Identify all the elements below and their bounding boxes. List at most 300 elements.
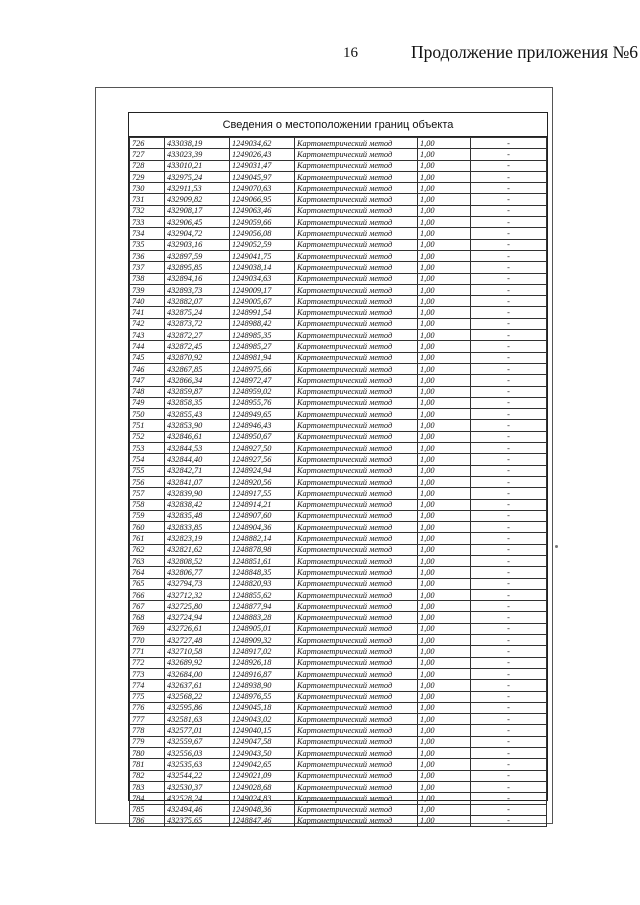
note-cell: - [471, 228, 547, 239]
method-cell: Картометрический метод [295, 363, 418, 374]
note-cell: - [471, 770, 547, 781]
note-cell: - [471, 330, 547, 341]
point-number-cell: 785 [130, 804, 165, 815]
table-row [130, 307, 547, 318]
method-cell: Картометрический метод [295, 284, 418, 295]
coord-x-cell: 432375,65 [165, 815, 230, 826]
accuracy-cell: 1,00 [418, 759, 471, 770]
note-cell: - [471, 691, 547, 702]
coord-y-cell: 1248907,60 [230, 510, 295, 521]
table-row [130, 748, 547, 759]
coord-x-cell: 433010,21 [165, 160, 230, 171]
coord-x-cell: 432897,59 [165, 250, 230, 261]
accuracy-cell: 1,00 [418, 533, 471, 544]
note-cell: - [471, 533, 547, 544]
coord-y-cell: 1249034,63 [230, 273, 295, 284]
table-row [130, 296, 547, 307]
point-number-cell: 752 [130, 431, 165, 442]
coord-x-cell: 432838,42 [165, 499, 230, 510]
table-row [130, 804, 547, 815]
coord-y-cell: 1249059,66 [230, 217, 295, 228]
table-row [130, 454, 547, 465]
accuracy-cell: 1,00 [418, 488, 471, 499]
method-cell: Картометрический метод [295, 296, 418, 307]
note-cell: - [471, 409, 547, 420]
method-cell: Картометрический метод [295, 250, 418, 261]
table-row [130, 149, 547, 160]
note-cell: - [471, 544, 547, 555]
coord-y-cell: 1249042,65 [230, 759, 295, 770]
table-row [130, 567, 547, 578]
point-number-cell: 777 [130, 714, 165, 725]
boundary-sheet [128, 112, 548, 826]
table-row [130, 239, 547, 250]
table-row [130, 544, 547, 555]
coord-x-cell: 432559,67 [165, 736, 230, 747]
table-row [130, 714, 547, 725]
point-number-cell: 738 [130, 273, 165, 284]
accuracy-cell: 1,00 [418, 770, 471, 781]
coord-y-cell: 1248848,35 [230, 567, 295, 578]
method-cell: Картометрический метод [295, 714, 418, 725]
point-number-cell: 776 [130, 702, 165, 713]
sheet-title: Сведения о местоположении границ объекта [129, 113, 547, 137]
coord-y-cell: 1248985,35 [230, 330, 295, 341]
table-row [130, 781, 547, 792]
point-number-cell: 747 [130, 375, 165, 386]
method-cell: Картометрический метод [295, 623, 418, 634]
point-number-cell: 781 [130, 759, 165, 770]
note-cell: - [471, 646, 547, 657]
method-cell: Картометрический метод [295, 781, 418, 792]
table-row [130, 759, 547, 770]
accuracy-cell: 1,00 [418, 250, 471, 261]
coord-y-cell: 1248991,54 [230, 307, 295, 318]
accuracy-cell: 1,00 [418, 160, 471, 171]
coord-x-cell: 432904,72 [165, 228, 230, 239]
note-cell: - [471, 138, 547, 149]
accuracy-cell: 1,00 [418, 522, 471, 533]
coord-y-cell: 1249028,68 [230, 781, 295, 792]
note-cell: - [471, 284, 547, 295]
point-number-cell: 727 [130, 149, 165, 160]
point-number-cell: 755 [130, 465, 165, 476]
point-number-cell: 763 [130, 555, 165, 566]
method-cell: Картометрический метод [295, 138, 418, 149]
coord-x-cell: 432867,85 [165, 363, 230, 374]
table-row [130, 138, 547, 149]
coord-y-cell: 1249045,97 [230, 171, 295, 182]
coord-x-cell: 432684,00 [165, 668, 230, 679]
coord-x-cell: 432893,73 [165, 284, 230, 295]
coord-x-cell: 432535,63 [165, 759, 230, 770]
table-row [130, 657, 547, 668]
method-cell: Картометрический метод [295, 736, 418, 747]
note-cell: - [471, 680, 547, 691]
method-cell: Картометрический метод [295, 183, 418, 194]
note-cell: - [471, 386, 547, 397]
coord-y-cell: 1249043,50 [230, 748, 295, 759]
method-cell: Картометрический метод [295, 499, 418, 510]
point-number-cell: 731 [130, 194, 165, 205]
table-row [130, 386, 547, 397]
table-row [130, 736, 547, 747]
table-row [130, 646, 547, 657]
coord-y-cell: 1248905,01 [230, 623, 295, 634]
point-number-cell: 779 [130, 736, 165, 747]
method-cell: Картометрический метод [295, 646, 418, 657]
table-row [130, 284, 547, 295]
accuracy-cell: 1,00 [418, 239, 471, 250]
accuracy-cell: 1,00 [418, 680, 471, 691]
note-cell: - [471, 804, 547, 815]
method-cell: Картометрический метод [295, 725, 418, 736]
accuracy-cell: 1,00 [418, 397, 471, 408]
point-number-cell: 766 [130, 589, 165, 600]
coord-x-cell: 432844,53 [165, 443, 230, 454]
coord-y-cell: 1249026,43 [230, 149, 295, 160]
table-row [130, 443, 547, 454]
note-cell: - [471, 781, 547, 792]
method-cell: Картометрический метод [295, 171, 418, 182]
coord-y-cell: 1248909,32 [230, 635, 295, 646]
coord-y-cell: 1248927,56 [230, 454, 295, 465]
accuracy-cell: 1,00 [418, 691, 471, 702]
accuracy-cell: 1,00 [418, 217, 471, 228]
table-row [130, 465, 547, 476]
note-cell: - [471, 296, 547, 307]
method-cell: Картометрический метод [295, 476, 418, 487]
table-row [130, 330, 547, 341]
coord-x-cell: 432903,16 [165, 239, 230, 250]
method-cell: Картометрический метод [295, 815, 418, 826]
coord-x-cell: 432595,86 [165, 702, 230, 713]
coord-y-cell: 1248955,76 [230, 397, 295, 408]
table-row [130, 217, 547, 228]
point-number-cell: 771 [130, 646, 165, 657]
accuracy-cell: 1,00 [418, 443, 471, 454]
accuracy-cell: 1,00 [418, 555, 471, 566]
method-cell: Картометрический метод [295, 330, 418, 341]
note-cell: - [471, 612, 547, 623]
note-cell: - [471, 420, 547, 431]
note-cell: - [471, 748, 547, 759]
coord-y-cell: 1248851,61 [230, 555, 295, 566]
coord-y-cell: 1248878,98 [230, 544, 295, 555]
point-number-cell: 784 [130, 793, 165, 804]
point-number-cell: 786 [130, 815, 165, 826]
coord-x-cell: 432494,46 [165, 804, 230, 815]
scan-dot [555, 545, 558, 548]
accuracy-cell: 1,00 [418, 612, 471, 623]
note-cell: - [471, 443, 547, 454]
note-cell: - [471, 217, 547, 228]
method-cell: Картометрический метод [295, 770, 418, 781]
note-cell: - [471, 273, 547, 284]
coord-y-cell: 1248916,87 [230, 668, 295, 679]
coord-x-cell: 432821,62 [165, 544, 230, 555]
method-cell: Картометрический метод [295, 488, 418, 499]
coord-x-cell: 432726,61 [165, 623, 230, 634]
coord-x-cell: 432833,85 [165, 522, 230, 533]
point-number-cell: 748 [130, 386, 165, 397]
coord-x-cell: 432882,07 [165, 296, 230, 307]
point-number-cell: 757 [130, 488, 165, 499]
table-row [130, 499, 547, 510]
coord-x-cell: 432528,24 [165, 793, 230, 804]
accuracy-cell: 1,00 [418, 183, 471, 194]
coord-x-cell: 432911,53 [165, 183, 230, 194]
point-number-cell: 758 [130, 499, 165, 510]
coord-y-cell: 1249043,02 [230, 714, 295, 725]
coord-x-cell: 432870,92 [165, 352, 230, 363]
accuracy-cell: 1,00 [418, 781, 471, 792]
coord-x-cell: 432866,34 [165, 375, 230, 386]
coord-x-cell: 432637,61 [165, 680, 230, 691]
coordinates-table-body [130, 138, 547, 827]
table-row [130, 194, 547, 205]
method-cell: Картометрический метод [295, 375, 418, 386]
coordinates-table [129, 137, 547, 827]
point-number-cell: 736 [130, 250, 165, 261]
table-row [130, 228, 547, 239]
table-row [130, 476, 547, 487]
method-cell: Картометрический метод [295, 510, 418, 521]
coord-y-cell: 1249021,09 [230, 770, 295, 781]
method-cell: Картометрический метод [295, 533, 418, 544]
point-number-cell: 764 [130, 567, 165, 578]
table-row [130, 612, 547, 623]
accuracy-cell: 1,00 [418, 330, 471, 341]
accuracy-cell: 1,00 [418, 567, 471, 578]
accuracy-cell: 1,00 [418, 702, 471, 713]
method-cell: Картометрический метод [295, 307, 418, 318]
coord-y-cell: 1249066,95 [230, 194, 295, 205]
coord-x-cell: 432581,63 [165, 714, 230, 725]
point-number-cell: 765 [130, 578, 165, 589]
method-cell: Картометрический метод [295, 228, 418, 239]
table-row [130, 205, 547, 216]
coord-y-cell: 1249056,08 [230, 228, 295, 239]
table-row [130, 522, 547, 533]
coord-x-cell: 432710,58 [165, 646, 230, 657]
coord-x-cell: 432530,37 [165, 781, 230, 792]
method-cell: Картометрический метод [295, 397, 418, 408]
coord-x-cell: 432873,72 [165, 318, 230, 329]
accuracy-cell: 1,00 [418, 589, 471, 600]
coord-x-cell: 432577,01 [165, 725, 230, 736]
method-cell: Картометрический метод [295, 262, 418, 273]
coord-x-cell: 432908,17 [165, 205, 230, 216]
accuracy-cell: 1,00 [418, 138, 471, 149]
accuracy-cell: 1,00 [418, 363, 471, 374]
coord-y-cell: 1248946,43 [230, 420, 295, 431]
coord-y-cell: 1248917,55 [230, 488, 295, 499]
note-cell: - [471, 194, 547, 205]
coord-y-cell: 1248976,55 [230, 691, 295, 702]
coord-x-cell: 432568,22 [165, 691, 230, 702]
table-row [130, 183, 547, 194]
table-row [130, 318, 547, 329]
point-number-cell: 740 [130, 296, 165, 307]
coord-x-cell: 432906,45 [165, 217, 230, 228]
note-cell: - [471, 601, 547, 612]
point-number-cell: 746 [130, 363, 165, 374]
method-cell: Картометрический метод [295, 409, 418, 420]
note-cell: - [471, 567, 547, 578]
method-cell: Картометрический метод [295, 578, 418, 589]
point-number-cell: 743 [130, 330, 165, 341]
coord-x-cell: 432808,52 [165, 555, 230, 566]
note-cell: - [471, 623, 547, 634]
note-cell: - [471, 318, 547, 329]
accuracy-cell: 1,00 [418, 804, 471, 815]
method-cell: Картометрический метод [295, 657, 418, 668]
point-number-cell: 745 [130, 352, 165, 363]
note-cell: - [471, 171, 547, 182]
coord-y-cell: 1248855,62 [230, 589, 295, 600]
table-row [130, 431, 547, 442]
accuracy-cell: 1,00 [418, 623, 471, 634]
point-number-cell: 741 [130, 307, 165, 318]
point-number-cell: 750 [130, 409, 165, 420]
table-row [130, 635, 547, 646]
note-cell: - [471, 183, 547, 194]
table-row [130, 601, 547, 612]
coord-y-cell: 1248877,94 [230, 601, 295, 612]
note-cell: - [471, 397, 547, 408]
accuracy-cell: 1,00 [418, 318, 471, 329]
point-number-cell: 737 [130, 262, 165, 273]
point-number-cell: 749 [130, 397, 165, 408]
note-cell: - [471, 205, 547, 216]
note-cell: - [471, 375, 547, 386]
coord-x-cell: 432712,32 [165, 589, 230, 600]
point-number-cell: 735 [130, 239, 165, 250]
coord-y-cell: 1249038,14 [230, 262, 295, 273]
note-cell: - [471, 262, 547, 273]
note-cell: - [471, 341, 547, 352]
note-cell: - [471, 589, 547, 600]
accuracy-cell: 1,00 [418, 815, 471, 826]
appendix-title: Продолжение приложения №6 [411, 42, 639, 62]
accuracy-cell: 1,00 [418, 725, 471, 736]
point-number-cell: 782 [130, 770, 165, 781]
coord-y-cell: 1249063,46 [230, 205, 295, 216]
coord-y-cell: 1249048,36 [230, 804, 295, 815]
method-cell: Картометрический метод [295, 612, 418, 623]
coord-x-cell: 432724,94 [165, 612, 230, 623]
coord-y-cell: 1249052,59 [230, 239, 295, 250]
method-cell: Картометрический метод [295, 149, 418, 160]
table-row [130, 578, 547, 589]
table-row [130, 488, 547, 499]
point-number-cell: 751 [130, 420, 165, 431]
table-row [130, 555, 547, 566]
table-row [130, 341, 547, 352]
point-number-cell: 733 [130, 217, 165, 228]
table-row [130, 262, 547, 273]
coord-x-cell: 432975,24 [165, 171, 230, 182]
note-cell: - [471, 725, 547, 736]
coord-y-cell: 1249047,58 [230, 736, 295, 747]
note-cell: - [471, 250, 547, 261]
accuracy-cell: 1,00 [418, 352, 471, 363]
coord-x-cell: 433038,19 [165, 138, 230, 149]
accuracy-cell: 1,00 [418, 431, 471, 442]
table-row [130, 420, 547, 431]
method-cell: Картометрический метод [295, 544, 418, 555]
note-cell: - [471, 759, 547, 770]
note-cell: - [471, 307, 547, 318]
coord-x-cell: 432909,82 [165, 194, 230, 205]
point-number-cell: 734 [130, 228, 165, 239]
table-row [130, 815, 547, 826]
note-cell: - [471, 476, 547, 487]
accuracy-cell: 1,00 [418, 375, 471, 386]
table-row [130, 352, 547, 363]
accuracy-cell: 1,00 [418, 646, 471, 657]
coord-y-cell: 1248847,46 [230, 815, 295, 826]
accuracy-cell: 1,00 [418, 205, 471, 216]
note-cell: - [471, 352, 547, 363]
coord-y-cell: 1248882,14 [230, 533, 295, 544]
note-cell: - [471, 793, 547, 804]
table-row [130, 702, 547, 713]
method-cell: Картометрический метод [295, 318, 418, 329]
table-row [130, 409, 547, 420]
coord-x-cell: 432727,48 [165, 635, 230, 646]
accuracy-cell: 1,00 [418, 668, 471, 679]
accuracy-cell: 1,00 [418, 601, 471, 612]
accuracy-cell: 1,00 [418, 714, 471, 725]
table-row [130, 250, 547, 261]
note-cell: - [471, 702, 547, 713]
method-cell: Картометрический метод [295, 589, 418, 600]
point-number-cell: 774 [130, 680, 165, 691]
method-cell: Картометрический метод [295, 273, 418, 284]
note-cell: - [471, 465, 547, 476]
point-number-cell: 767 [130, 601, 165, 612]
accuracy-cell: 1,00 [418, 657, 471, 668]
point-number-cell: 732 [130, 205, 165, 216]
method-cell: Картометрический метод [295, 341, 418, 352]
coord-y-cell: 1249070,63 [230, 183, 295, 194]
point-number-cell: 756 [130, 476, 165, 487]
method-cell: Картометрический метод [295, 759, 418, 770]
coord-x-cell: 432844,40 [165, 454, 230, 465]
table-row [130, 510, 547, 521]
note-cell: - [471, 510, 547, 521]
point-number-cell: 726 [130, 138, 165, 149]
coord-y-cell: 1248926,18 [230, 657, 295, 668]
method-cell: Картометрический метод [295, 205, 418, 216]
note-cell: - [471, 239, 547, 250]
point-number-cell: 762 [130, 544, 165, 555]
accuracy-cell: 1,00 [418, 748, 471, 759]
coord-y-cell: 1248883,28 [230, 612, 295, 623]
method-cell: Картометрический метод [295, 465, 418, 476]
coord-y-cell: 1248950,67 [230, 431, 295, 442]
method-cell: Картометрический метод [295, 386, 418, 397]
method-cell: Картометрический метод [295, 454, 418, 465]
coord-y-cell: 1249005,67 [230, 296, 295, 307]
accuracy-cell: 1,00 [418, 386, 471, 397]
table-row [130, 623, 547, 634]
accuracy-cell: 1,00 [418, 194, 471, 205]
coord-y-cell: 1248904,36 [230, 522, 295, 533]
note-cell: - [471, 431, 547, 442]
